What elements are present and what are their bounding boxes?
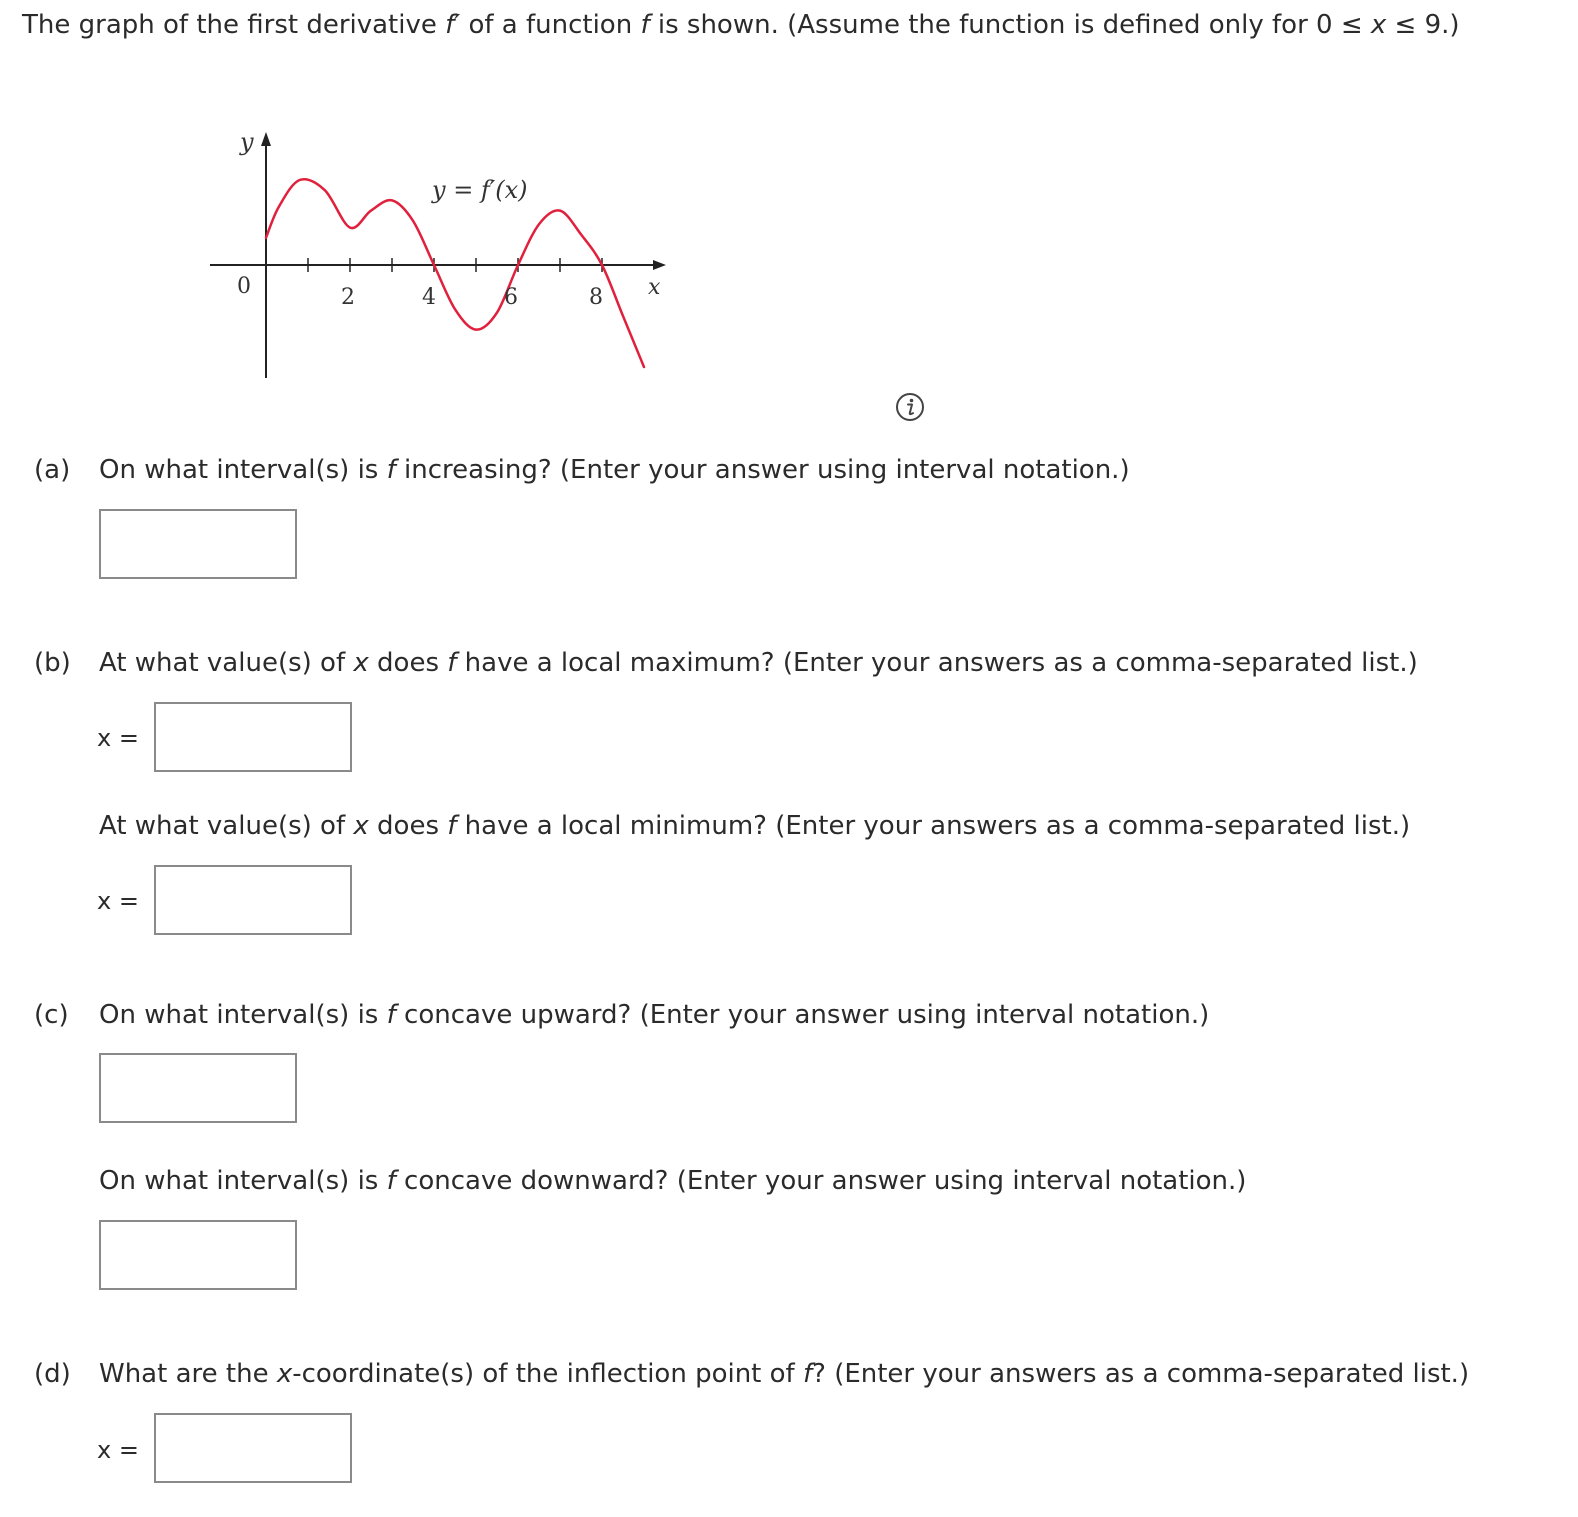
part-b-x: x [353,648,369,678]
intro-fprime: f′ [445,10,461,40]
part-d-t2: -coordinate(s) of the inflection point of [292,1359,803,1389]
part-c2-t2: concave downward? (Enter your answer using interval notation.) [395,1166,1247,1196]
part-a-t2: increasing? (Enter your answer using interval notation.) [395,455,1130,485]
part-b2-f: f [447,811,457,841]
part-c2-question [99,1166,1246,1196]
part-d-letter: (d) [34,1359,71,1389]
tick-label-4: 4 [422,285,436,310]
tick-label-8: 8 [589,285,603,310]
part-c2-f: f [386,1166,396,1196]
answer-local-max-input[interactable] [154,702,352,772]
answer-concave-up-input[interactable] [99,1053,297,1123]
y-axis-arrow [261,132,271,146]
derivative-curve [266,179,644,367]
part-b-f: f [447,648,457,678]
part-b2-t2: does [368,811,448,841]
intro-pre: The graph of the first derivative [22,10,446,40]
part-a-t1: On what interval(s) is [99,455,387,485]
local-min-x-label: x = [97,887,139,915]
answer-local-min-input[interactable] [154,865,352,935]
x-axis-arrow [653,260,666,270]
answer-inflection-input[interactable] [154,1413,352,1483]
part-b-letter: (b) [34,648,71,678]
tick-label-2: 2 [341,285,355,310]
tick-label-0: 0 [237,274,251,299]
part-b-t2: does [368,648,448,678]
intro-mid: of a function [460,10,641,40]
part-c-letter: (c) [34,1000,69,1030]
derivative-graph [200,118,680,388]
part-b-question [99,648,1418,678]
part-d-x: x [276,1359,293,1389]
part-d-t1: What are the [99,1359,277,1389]
part-b2-t1: At what value(s) of [99,811,354,841]
answer-concave-down-input[interactable] [99,1220,297,1290]
intro-x: x [1370,10,1387,40]
curve-label: y = f′(x) [432,176,528,204]
intro-f: f [640,10,650,40]
part-b2-t3: have a local minimum? (Enter your answers as a comma-separated list.) [456,811,1411,841]
part-d-question [99,1359,1469,1389]
x-axis-label: x [648,275,661,300]
part-a-letter: (a) [34,455,71,485]
tick-label-6: 6 [504,285,518,310]
answer-increasing-input[interactable] [99,509,297,579]
info-icon[interactable] [895,392,925,422]
part-c-question [99,1000,1209,1030]
part-c-t2: concave upward? (Enter your answer using interval notation.) [395,1000,1210,1030]
part-a-f: f [386,455,396,485]
part-d-t3: ? (Enter your answers as a comma-separated list.) [812,1359,1470,1389]
part-b-t3: have a local maximum? (Enter your answers as a comma-separated list.) [456,648,1418,678]
part-d-f: f [802,1359,813,1389]
part-c-t1: On what interval(s) is [99,1000,387,1030]
part-c-f: f [386,1000,396,1030]
part-b2-question [99,811,1410,841]
intro-post: is shown. (Assume the function is defined only for 0 ≤ [649,10,1371,40]
part-b-t1: At what value(s) of [99,648,354,678]
y-axis-label: y [240,128,254,156]
part-a-question [99,455,1130,485]
intro-text [22,10,1460,40]
intro-end: ≤ 9.) [1386,10,1460,40]
inflection-x-label: x = [97,1436,139,1464]
part-b2-x: x [353,811,369,841]
local-max-x-label: x = [97,724,139,752]
part-c2-t1: On what interval(s) is [99,1166,387,1196]
